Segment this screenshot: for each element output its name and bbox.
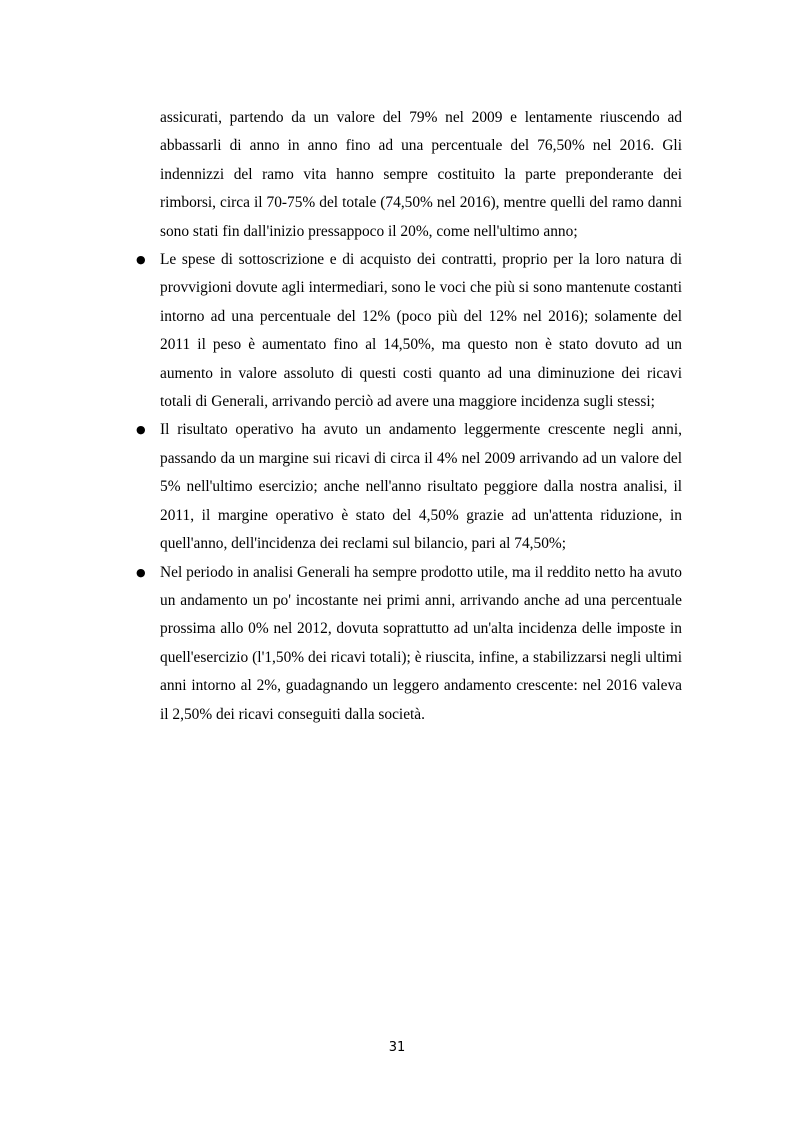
bullet-list bbox=[136, 246, 682, 729]
list-item bbox=[136, 559, 682, 729]
bullet-icon: ● bbox=[136, 423, 146, 437]
bullet-icon: ● bbox=[136, 253, 146, 267]
bullet-text: Il risultato operativo ha avuto un andamento leggermente crescente negli anni, passando da un margine sui ricavi di circa il 4% nel 2009 arrivando ad un valore del 5% nell'ultimo esercizio; anche nell'anno risultato peggiore dalla nostra analisi, il 2011, il margine operativo è stato del 4,50% grazie ad un'attenta riduzione, in quell'anno, dell'incidenza dei reclami sul bilancio, pari al 74,50%; bbox=[160, 421, 682, 553]
page-body bbox=[136, 104, 682, 729]
bullet-text: Nel periodo in analisi Generali ha sempre prodotto utile, ma il reddito netto ha avuto un andamento un po' incostante nei primi anni, arrivando anche ad una percentuale prossima allo 0% nel 2012, dovuta soprattutto ad un'alta incidenza delle imposte in quell'esercizio (l'1,50% dei ricavi totali); è riuscita, infine, a stabilizzarsi negli ultimi anni intorno al 2%, guadagnando un leggero andamento crescente: nel 2016 valeva il 2,50% dei ricavi conseguiti dalla società. bbox=[160, 563, 682, 723]
bullet-icon: ● bbox=[136, 565, 146, 579]
page-number: 31 bbox=[388, 1040, 406, 1055]
list-item bbox=[136, 246, 682, 416]
intro-paragraph: assicurati, partendo da un valore del 79% nel 2009 e lentamente riuscendo ad abbassarli di anno in anno fino ad una percentuale del 76,50% nel 2016. Gli indennizzi del ramo vita hanno sempre costituito la parte preponderante dei rimborsi, circa il 70-75% del totale (74,50% nel 2016), mentre quelli del ramo danni sono stati fin dall'inizio pressappoco il 20%, come nell'ultimo anno; bbox=[160, 109, 682, 240]
bullet-text: Le spese di sottoscrizione e di acquisto dei contratti, proprio per la loro natura di provvigioni dovute agli intermediari, sono le voci che più si sono mantenute costanti intorno ad una percentuale del 12% (poco più del 12% nel 2016); solamente del 2011 il peso è aumentato fino al 14,50%, ma questo non è stato dovuto ad un aumento in valore assoluto di questi costi quanto ad una diminuzione dei ricavi totali di Generali, arrivando perciò ad avere una maggiore incidenza sugli stessi; bbox=[160, 251, 682, 411]
list-item bbox=[136, 416, 682, 558]
